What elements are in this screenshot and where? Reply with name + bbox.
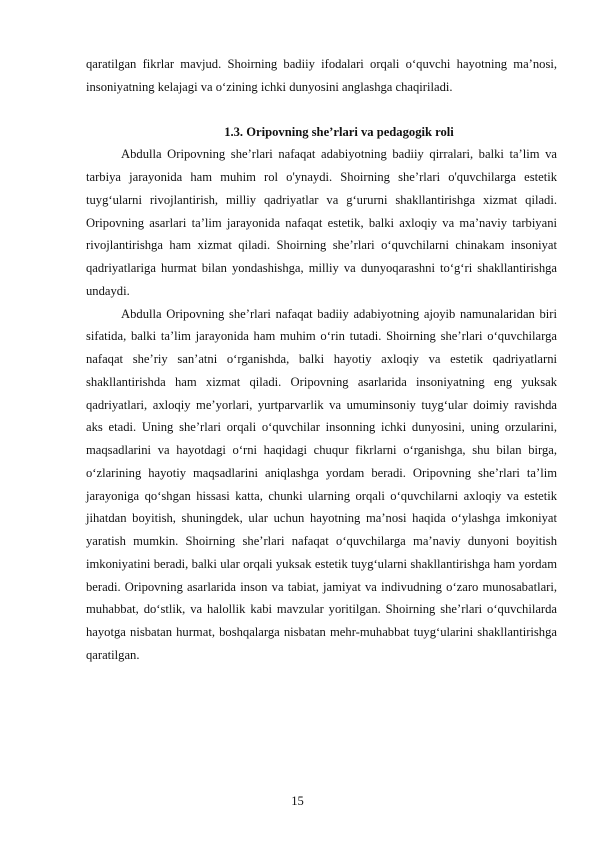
document-page [86, 53, 557, 667]
page-number: 15 [291, 794, 304, 808]
section-heading: 1.3. Oripovning she’rlari va pedagogik roli [224, 124, 454, 139]
body-paragraph-2: Abdulla Oripovning she’rlari nafaqat badiiy adabiyotning ajoyib namunalaridan biri sifatida, balki ta’lim jarayonida ham muhim o‘rin tutadi. Shoirning she’rlari o‘quvchilarga nafaqat she’riy san’atni o‘rganishda, balki hayotiy axloqiy va estetik qadriyatlarni shakllantirishda ham xizmat qiladi. Oripovning asarlarida insoniyatning eng yuksak qadriyatlari, axloqiy me’yorlari, yurtparvarlik va umuminsoniy tuyg‘ular doimiy ravishda aks etadi. Uning she’rlari orqali o‘quvchilar insonning ichki dunyosini, uning orzularini, maqsadlarini va hayotdagi o‘rni haqidagi chuqur fikrlarni o‘rganishga, shu bilan birga, o‘zlarining hayotiy maqsadlarini aniqlashga yordam beradi. Oripovning she’rlari ta’lim jarayoniga qo‘shgan hissasi katta, chunki ularning orqali o‘quvchilarni axloqiy va estetik jihatdan boyitish, shuningdek, ular uchun hayotning ma’nosi haqida o‘ylashga imkoniyat yaratish mumkin. Shoirning she’rlari nafaqat o‘quvchilarga ma’naviy dunyoni boyitish imkoniyatini beradi, balki ular orqali yuksak estetik tuyg‘ularni shakllantirishga ham yordam beradi. Oripovning asarlarida inson va tabiat, jamiyat va indivudning o‘zaro munosabatlari, muhabbat, do‘stlik, va halollik kabi mavzular yoritilgan. Shoirning she’rlari o‘quvchilarda hayotga nisbatan hurmat, boshqalarga nisbatan mehr-muhabbat tuyg‘ularini shakllantirishga qaratilgan. [86, 306, 557, 662]
intro-paragraph: qaratilgan fikrlar mavjud. Shoirning badiiy ifodalari orqali o‘quvchi hayotning ma’nosi, insoniyatning kelajagi va o‘zining ichki dunyosini anglashga chaqiriladi. [86, 57, 557, 94]
body-paragraph-1: Abdulla Oripovning she’rlari nafaqat adabiyotning badiiy qirralari, balki ta’lim va tarbiya jarayonida ham muhim rol o'ynaydi. Shoirning she’rlari o'quvchilarga estetik tuyg‘ularni rivojlantirish, milliy qadriyatlar va g‘ururni shakllantirishga xizmat qiladi. Oripovning asarlari ta’lim jarayonida nafaqat estetik, balki axloqiy va ma’naviy tarbiyani rivojlantirishga ham xizmat qiladi. Shoirning she’rlari o‘quvchilarni chinakam insoniyat qadriyatlariga hurmat bilan yondashishga, milliy va dunyoqarashni to‘g‘ri shakllantirishga undaydi. [86, 147, 557, 298]
